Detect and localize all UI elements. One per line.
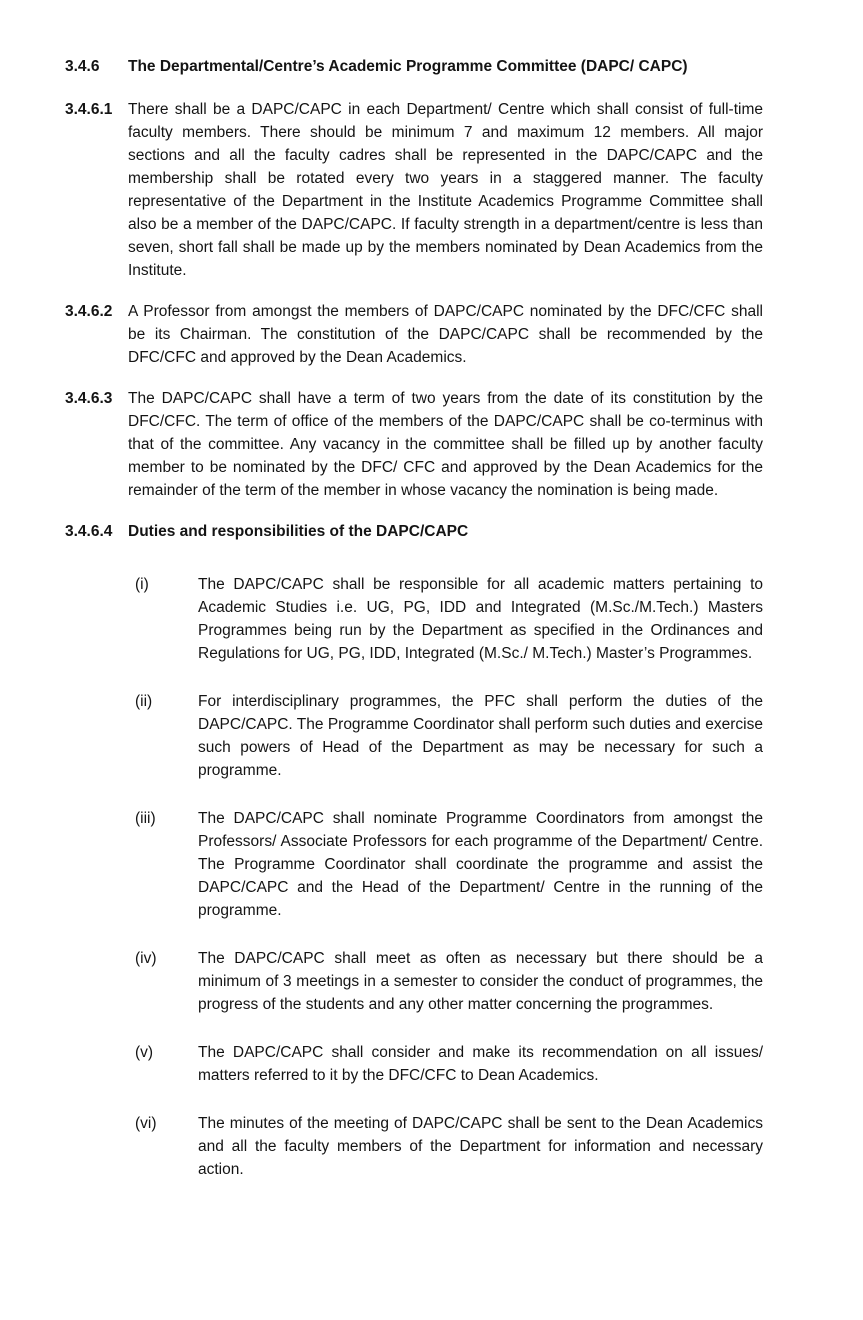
duty-item-i [135,573,763,665]
clause-number: 3.4.6.1 [65,101,113,118]
duty-text: The minutes of the meeting of DAPC/CAPC shall be sent to the Dean Academics and all the faculty members of the Department for information and necessary action. [198,1115,763,1178]
duty-text: For interdisciplinary programmes, the PFC shall perform the duties of the DAPC/CAPC. The Programme Coordinator shall perform such duties and exercise such powers of Head of the Department as may be necessary for such a programme. [198,693,763,779]
duties-heading-number: 3.4.6.4 [65,523,113,540]
section-title: The Departmental/Centre’s Academic Programme Committee (DAPC/ CAPC) [128,58,688,75]
duties-list [135,573,763,1181]
duty-item-v [135,1041,763,1087]
duties-heading-title: Duties and responsibilities of the DAPC/CAPC [128,523,469,540]
clause-3-4-6-3 [65,387,763,502]
clause-number: 3.4.6.3 [65,390,113,407]
duty-item-ii [135,690,763,782]
clause-text: A Professor from amongst the members of DAPC/CAPC nominated by the DFC/CFC shall be its Chairman. The constitution of the DAPC/CAPC shall be recommended by the DFC/CFC and approved by the Dean Academics. [128,303,763,366]
section-number: 3.4.6 [65,58,100,75]
duty-label: (ii) [135,693,153,710]
duty-text: The DAPC/CAPC shall nominate Programme Coordinators from amongst the Professors/ Associate Professors for each programme of the Department/ Centre. The Programme Coordinator shall coordinate the programme and assist the DAPC/CAPC and the Head of the Department/ Centre in the running of the programme. [198,810,763,919]
duty-text: The DAPC/CAPC shall consider and make its recommendation on all issues/ matters referred to it by the DFC/CFC to Dean Academics. [198,1044,763,1084]
duty-label: (iv) [135,950,157,967]
duties-heading [65,520,763,543]
clause-3-4-6-2 [65,300,763,369]
duty-text: The DAPC/CAPC shall be responsible for all academic matters pertaining to Academic Studies i.e. UG, PG, IDD and Integrated (M.Sc./M.Tech.) Masters Programmes being run by the Department as specified in the Ordinances and Regulations for UG, PG, IDD, Integrated (M.Sc./ M.Tech.) Master’s Programmes. [198,576,763,662]
duty-text: The DAPC/CAPC shall meet as often as necessary but there should be a minimum of 3 meetings in a semester to consider the conduct of programmes, the progress of the students and any other matter concerning the programmes. [198,950,763,1013]
section-heading [65,55,763,78]
duty-item-iii [135,807,763,922]
duty-item-iv [135,947,763,1016]
duty-label: (iii) [135,810,156,827]
duty-label: (i) [135,576,149,593]
clause-3-4-6-1 [65,98,763,282]
clause-text: There shall be a DAPC/CAPC in each Department/ Centre which shall consist of full-time faculty members. There should be minimum 7 and maximum 12 members. All major sections and all the faculty cadres shall be represented in the DAPC/CAPC and the membership shall be rotated every two years in a staggered manner. The faculty representative of the Department in the Institute Academics Programme Committee shall also be a member of the DAPC/CAPC. If faculty strength in a department/centre is less than seven, short fall shall be made up by the members nominated by Dean Academics from the Institute. [128,101,763,279]
duty-label: (vi) [135,1115,157,1132]
clause-text: The DAPC/CAPC shall have a term of two years from the date of its constitution by the DFC/CFC. The term of office of the members of the DAPC/CAPC shall be co-terminus with that of the committee. Any vacancy in the committee shall be filled up by another faculty member to be nominated by the DFC/ CFC and approved by the Dean Academics for the remainder of the term of the member in whose vacancy the nomination is being made. [128,390,763,499]
duty-label: (v) [135,1044,154,1061]
duty-item-vi [135,1112,763,1181]
clause-number: 3.4.6.2 [65,303,113,320]
